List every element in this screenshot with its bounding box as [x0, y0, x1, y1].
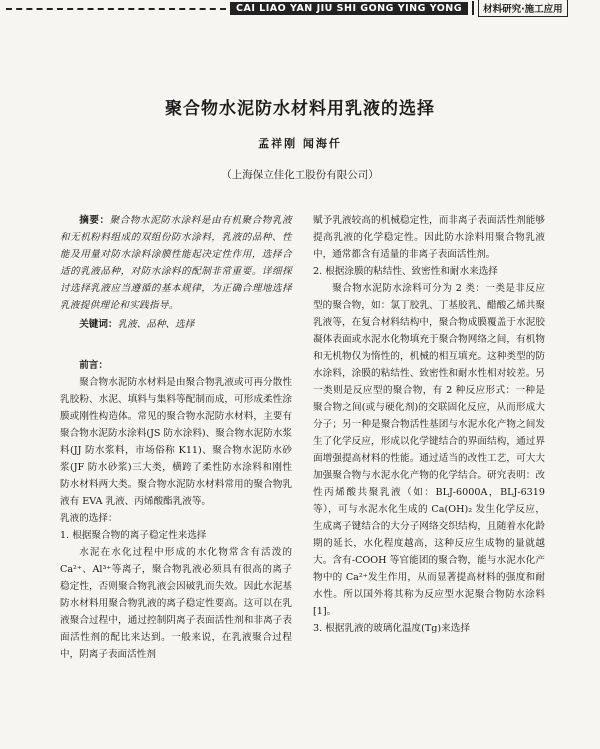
journal-name-en: CAI LIAO YAN JIU SHI GONG YING YONG: [230, 2, 468, 15]
left-column: [60, 212, 292, 663]
keywords-text: 乳液、品种、选择: [117, 319, 195, 330]
section-2-paragraph: 聚合物水泥防水涂料可分为 2 类：一类是非反应型的聚合物，如：氯丁胶乳、丁基胶乳、醋酸乙烯共聚乳液等，在复合材料结构中，聚合物成膜覆盖于水泥胶凝体表面或水泥水化物填充于聚合物网络之间，有机物和无机物仅为惰性的，机械的相互填充。这种类型的防水涂料，涂膜的粘结性、致密性和耐水性相对较差。另一类则是反应型的聚合物，有 2 种反应形式：一种是聚合物之间(或与硬化剂)的交联固化反应，从而形成大分子；另一种是聚合物活性基团与水泥水化产物之间发生了化学反应，形成以化学键结合的界面结构，通过界面增强提高材料的性能。通过适当的改性工艺，可大大加强聚合物与水泥水化产物的化学结合。研究表明：改性丙烯酸共聚乳液（如：BLJ-6000A，BLJ-6319 等），可与水泥水化生成的 Ca(OH)₂ 发生化学反应，生成离子键结合的大分子网络交织结构，且随着水化龄期的延长，水化程度越高，这种反应生成物的量就越大。含有-COOH 等官能团的聚合物，能与水泥水化产物中的 Ca²⁺发生作用，从而显著提高材料的强度和耐水性。所以国外将其称为反应型水泥聚合物防水涂料[1]。: [313, 283, 545, 617]
section-1-paragraph: 水泥在水化过程中形成的水化物常含有活泼的 Ca²⁺、Al³⁺等离子，聚合物乳液必须具有很高的离子稳定性，否则聚合物乳液会因破乳而失效。因此水泥基防水材料用聚合物乳液的离子稳定性要高。这可以在乳液聚合过程中，通过控制阴离子表面活性剂和非离子表面活性剂的配比来达到。一般来说，在乳液聚合过程中，阴离子表面活性剂: [60, 547, 292, 660]
keywords: [60, 316, 292, 333]
article-title: 聚合物水泥防水材料用乳液的选择: [165, 99, 435, 119]
section-1-continued: 赋予乳液较高的机械稳定性，而非离子表面活性剂能够提高乳液的化学稳定性。因此防水涂料用聚合物乳液中，通常都含有适量的非离子表面活性剂。: [313, 215, 545, 260]
intro-paragraph: 聚合物水泥防水材料是由聚合物乳液或可再分散性乳胶粉、水泥、填料与集料等配制而成，可形成柔性涂膜或刚性构造体。常见的聚合物水泥防水材料，主要有聚合物水泥防水涂料(JS 防水涂料)、聚合物水泥防水浆料(JJ 防水浆料，市场俗称 K11)、聚合物水泥防水砂浆(JF 防水砂浆)三大类，横跨了柔性防水涂料和刚性防水材料两大类。聚合物水泥防水材料常用的聚合物乳液有 EVA 乳液、丙烯酸酯乳液等。: [60, 377, 293, 507]
journal-banner: [230, 0, 568, 16]
intro-heading: 前言：: [79, 360, 108, 371]
abstract: [60, 212, 292, 314]
header-rule: [6, 8, 226, 10]
keywords-label: 关键词：: [79, 319, 118, 330]
selection-heading: 乳液的选择：: [60, 513, 118, 524]
abstract-label: 摘要：: [79, 215, 110, 226]
abstract-text: 聚合物水泥防水涂料是由有机聚合物乳液和无机粉料组成的双组份防水涂料，乳液的品种、性能及用量对防水涂料涂膜性能起决定性作用，选择合适的乳液品种，对防水涂料的配制非常重要。详细探讨选择乳液应当遵循的基本规律，为正确合理地选择乳液提供理论和实践指导。: [60, 215, 292, 311]
article-affiliation: （上海保立佳化工股份有限公司）: [221, 169, 379, 181]
running-header: [0, 0, 600, 18]
header-separator: [472, 1, 474, 15]
right-column: [313, 212, 545, 637]
journal-section-cn: 材料研究·施工应用: [478, 0, 568, 17]
section-2-heading: 2. 根据涂膜的粘结性、致密性和耐水来选择: [313, 266, 498, 277]
section-3-heading: 3. 根据乳液的玻璃化温度(Tg)来选择: [313, 623, 470, 634]
article-authors: 孟祥刚 闻海仟: [258, 137, 342, 150]
section-1-heading: 1. 根据聚合物的离子稳定性来选择: [60, 530, 207, 541]
